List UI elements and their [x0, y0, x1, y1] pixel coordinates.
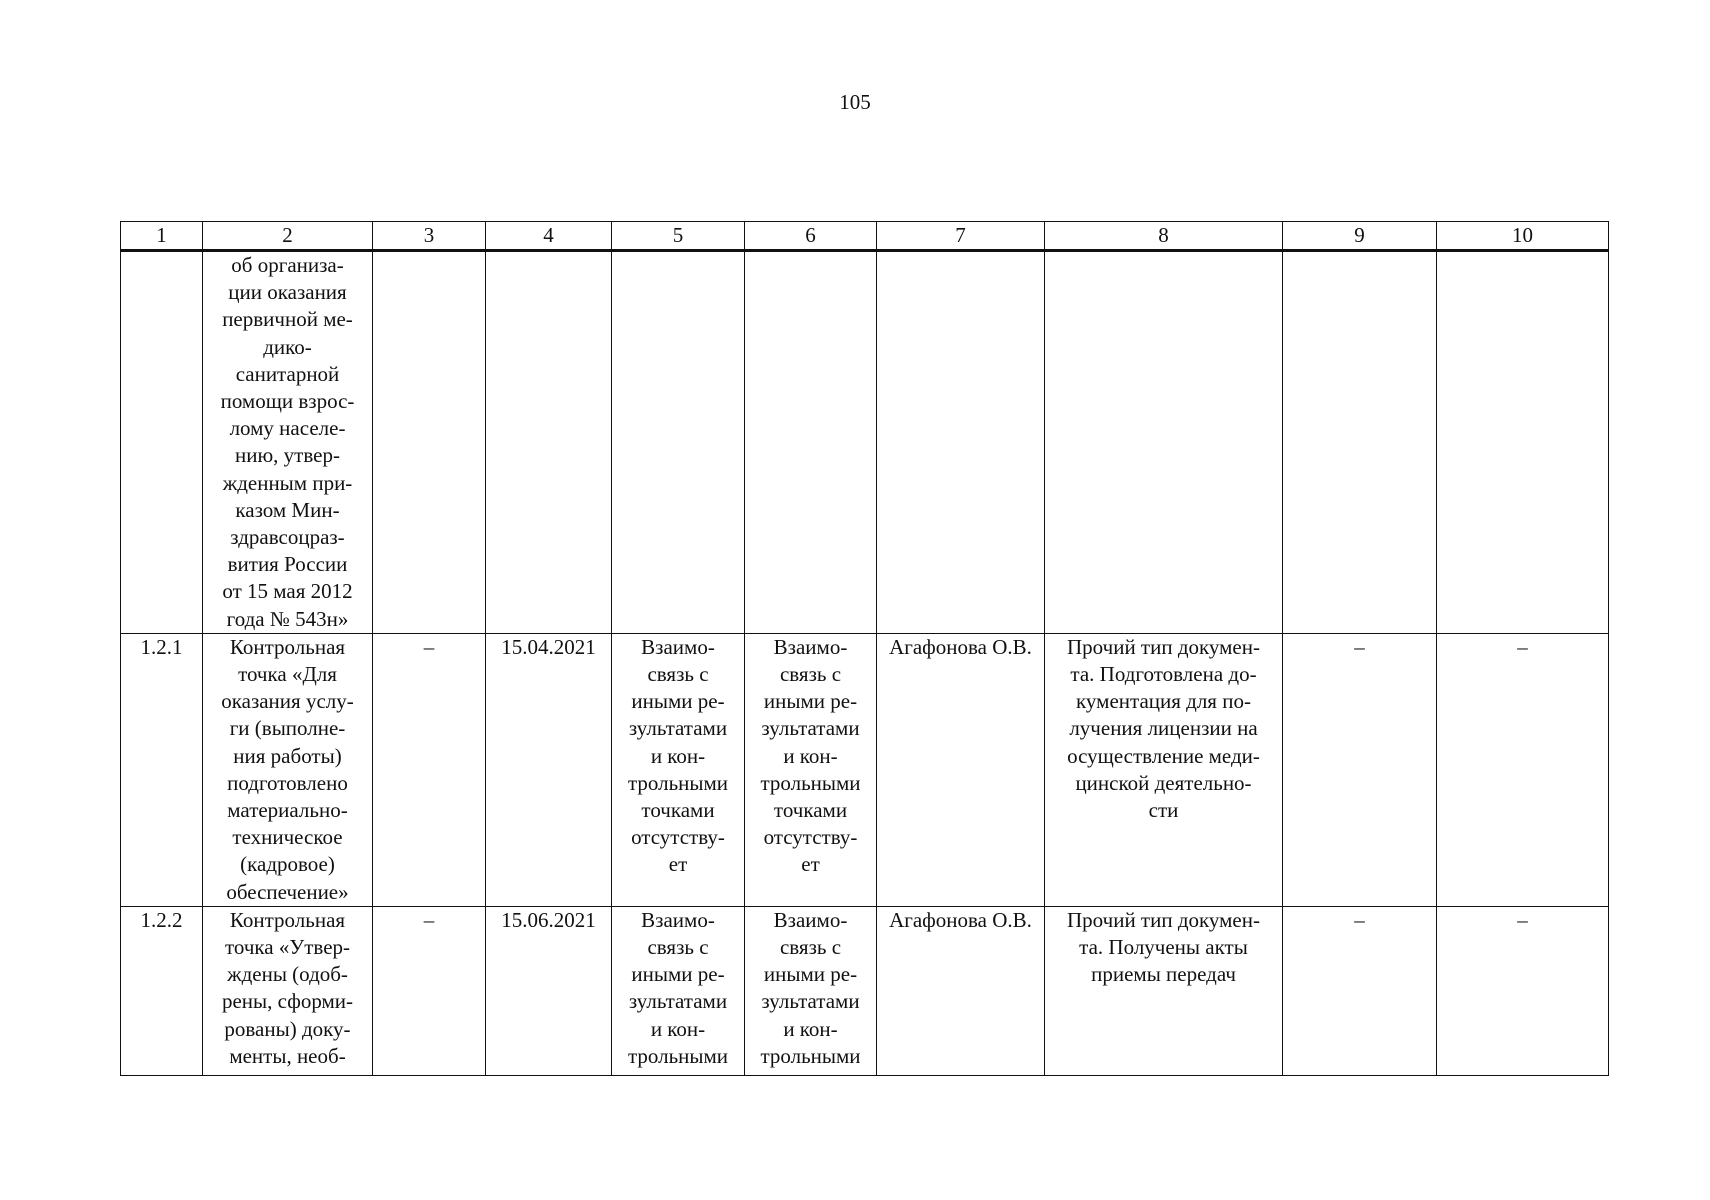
col10-cell	[1437, 633, 1609, 906]
result-text: Прочий тип докумен- та. Подготовлена до- кументация для по- лучения лицензии на осуществление меди- цинской деятельно- сти	[1067, 634, 1260, 823]
continuation-text: об организа- ции оказания первичной ме- дико- санитарной помощи взрос- лому населе- нию, утвер- жденным при- казом Мин- здравсоцраз- вития России от 15 мая 2012 года № 543н»	[220, 253, 355, 631]
document-table	[120, 221, 1609, 1076]
column-header-9: 9	[1283, 222, 1437, 251]
row-number-cell	[121, 906, 203, 1075]
column-header-7: 7	[877, 222, 1045, 251]
col9-cell	[1283, 906, 1437, 1075]
relation-cell	[745, 906, 877, 1075]
table-cell	[121, 251, 203, 634]
relation-cell	[612, 906, 745, 1075]
table-row	[121, 906, 1609, 1075]
table-cell	[1045, 251, 1283, 634]
checkpoint-name-cell	[203, 633, 373, 906]
result-cell	[1045, 906, 1283, 1075]
responsible-name: Агафонова О.В.	[889, 907, 1032, 932]
checkpoint-name: Контрольная точка «Для оказания услу- ги (выполне- ния работы) подготовлено материально- техническое (кадровое) обеспечение»	[221, 634, 354, 904]
row-number: 1.2.2	[140, 907, 183, 932]
column-header-5: 5	[612, 222, 745, 251]
column-header-3: 3	[373, 222, 486, 251]
result-cell	[1045, 633, 1283, 906]
column-header-10: 10	[1437, 222, 1609, 251]
date-value: 15.06.2021	[501, 907, 596, 932]
relation-text: Взаимо- связь с иными ре- зультатами и кон- трольными	[627, 907, 729, 1068]
table-cell	[373, 251, 486, 634]
col3-cell	[373, 633, 486, 906]
table-cell	[1437, 251, 1609, 634]
col3-cell	[373, 906, 486, 1075]
date-cell	[486, 633, 612, 906]
table-cell	[745, 251, 877, 634]
column-header-4: 4	[486, 222, 612, 251]
table-cell	[1283, 251, 1437, 634]
col9-cell	[1283, 633, 1437, 906]
checkpoint-name-cell	[203, 906, 373, 1075]
responsible-name: Агафонова О.В.	[889, 634, 1032, 659]
relation-cell	[612, 633, 745, 906]
col10-value: –	[1517, 634, 1528, 659]
relation-cell	[745, 633, 877, 906]
page-number: 105	[839, 90, 871, 114]
table-cell	[877, 251, 1045, 634]
column-header-8: 8	[1045, 222, 1283, 251]
relation-text: Взаимо- связь с иными ре- зультатами и кон- трольными точками отсутству- ет	[760, 634, 861, 877]
table-cell	[612, 251, 745, 634]
col3-value: –	[423, 907, 435, 932]
date-cell	[486, 906, 612, 1075]
relation-text: Взаимо- связь с иными ре- зультатами и кон- трольными	[760, 907, 861, 1068]
relation-text: Взаимо- связь с иными ре- зультатами и кон- трольными точками отсутству- ет	[627, 634, 729, 877]
responsible-cell	[877, 906, 1045, 1075]
responsible-cell	[877, 633, 1045, 906]
column-header-1: 1	[121, 222, 203, 251]
date-value: 15.04.2021	[501, 634, 596, 659]
column-header-2: 2	[203, 222, 373, 251]
row-number-cell	[121, 633, 203, 906]
col10-cell	[1437, 906, 1609, 1075]
result-text: Прочий тип докумен- та. Получены акты приемы передач	[1067, 907, 1260, 987]
col10-value: –	[1517, 907, 1528, 932]
column-header-6: 6	[745, 222, 877, 251]
col9-value: –	[1354, 907, 1365, 932]
col3-value: –	[423, 634, 435, 659]
table-cell	[203, 251, 373, 634]
table-cell	[486, 251, 612, 634]
table-row-continuation	[121, 251, 1609, 634]
col9-value: –	[1354, 634, 1365, 659]
checkpoint-name: Контрольная точка «Утвер- ждены (одоб- рены, сформи- рованы) доку- менты, необ-	[221, 907, 354, 1068]
row-number: 1.2.1	[140, 634, 183, 659]
table-row	[121, 633, 1609, 906]
header-row	[121, 222, 1609, 251]
